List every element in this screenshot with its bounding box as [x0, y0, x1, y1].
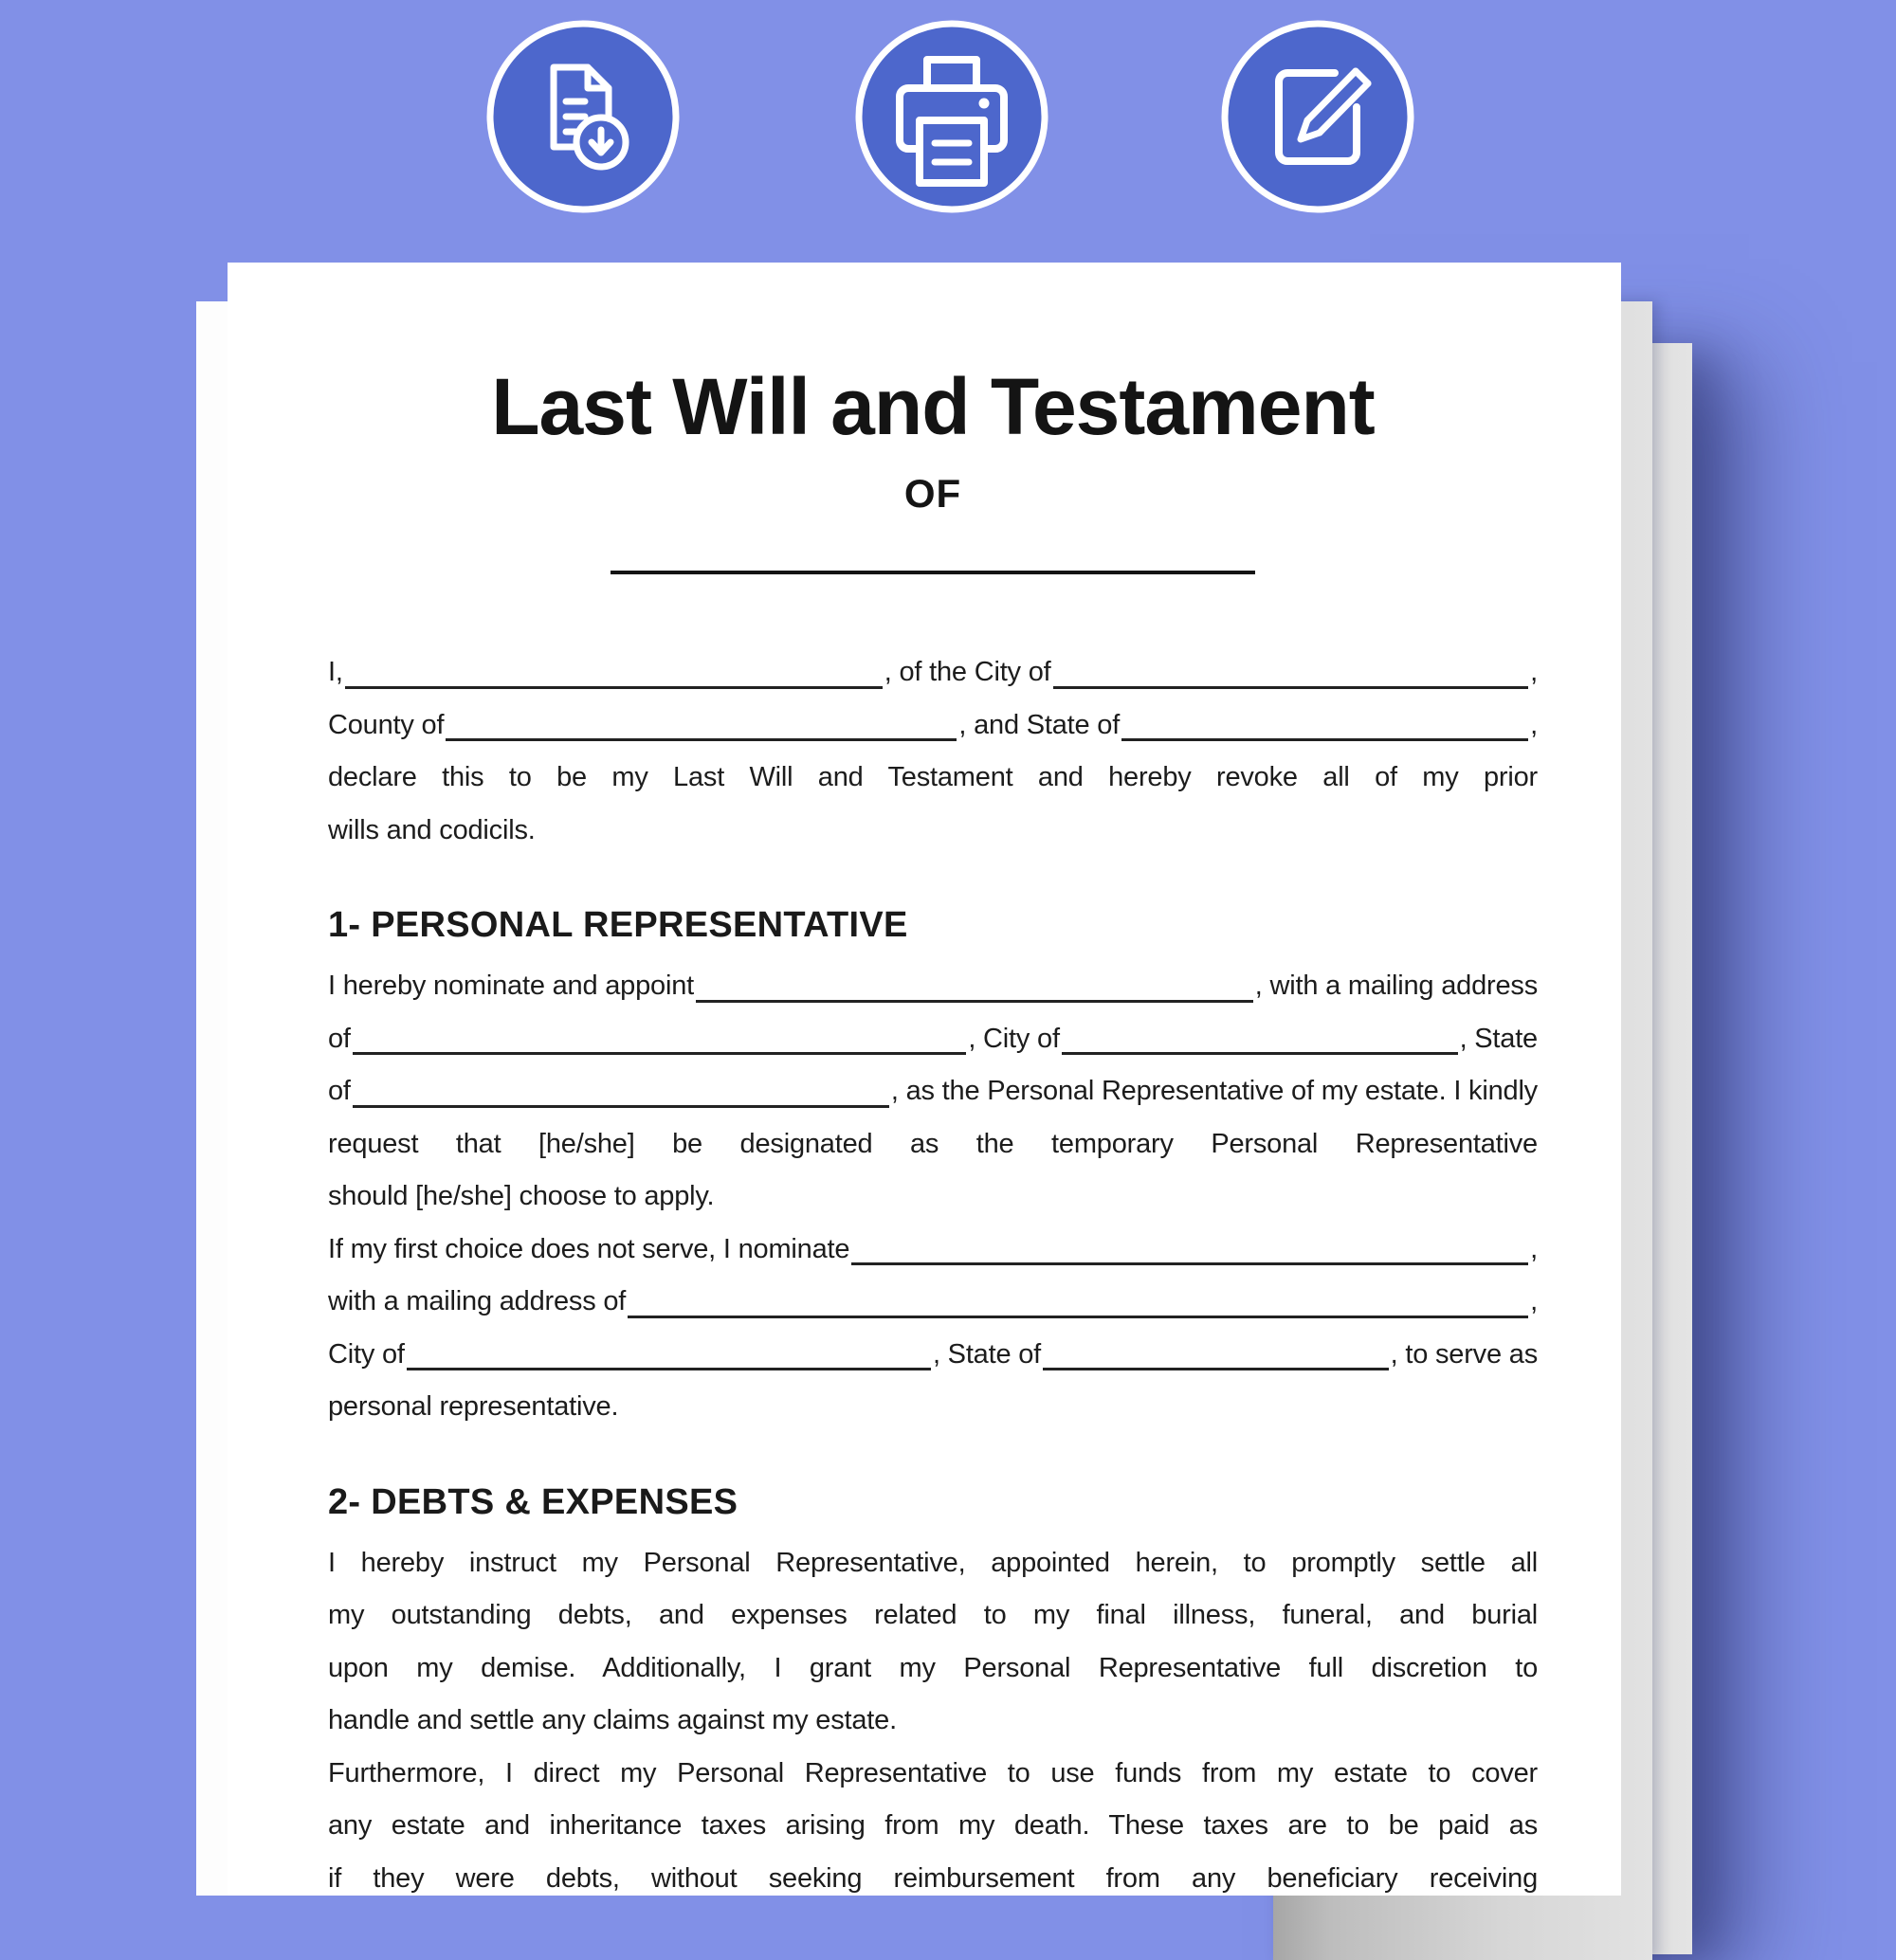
edit-button[interactable]: [1218, 17, 1417, 216]
line-text: I hereby nominate and appoint: [328, 971, 694, 1001]
document-line: my outstanding debts, and expenses related to my final illness, funeral, and burial: [328, 1600, 1538, 1630]
document-line: [328, 1276, 1538, 1329]
document-line: [328, 1065, 1538, 1118]
line-text: ,: [1530, 1233, 1538, 1264]
line-text: , City of: [968, 1023, 1060, 1054]
fill-in-blank: [345, 686, 883, 689]
document-subtitle-of: OF: [903, 471, 962, 516]
document-line: should [he/she] choose to apply.: [328, 1181, 715, 1211]
document-line: [328, 1224, 1538, 1277]
line-text: , of the City of: [884, 657, 1051, 687]
document-line: Furthermore, I direct my Personal Representative to use funds from my estate to cover: [328, 1757, 1538, 1788]
line-text: If my first choice does not serve, I nominate: [328, 1233, 850, 1264]
section-heading: 1- PERSONAL REPRESENTATIVE: [328, 905, 908, 945]
line-text: , as the Personal Representative of my estate. I kindly: [890, 1076, 1538, 1106]
line-text: I,: [328, 657, 343, 687]
document-line: [328, 960, 1538, 1013]
document-line: [328, 646, 1538, 699]
download-document-button[interactable]: [483, 17, 683, 216]
document-line: upon my demise. Additionally, I grant my Personal Representative full discretion to: [328, 1652, 1538, 1683]
fill-in-blank: [353, 1052, 967, 1055]
document-line: personal representative.: [328, 1391, 619, 1422]
download-document-icon: [483, 17, 683, 216]
fill-in-blank: [1062, 1052, 1458, 1055]
line-text: , and State of: [958, 709, 1121, 740]
document-paragraph: [328, 646, 1538, 857]
document-line: if they were debts, without seeking reimbursement from any beneficiary receiving: [328, 1862, 1538, 1894]
document-line: handle and settle any claims against my estate.: [328, 1705, 897, 1735]
document-line: I hereby instruct my Personal Representative, appointed herein, to promptly settle all: [328, 1547, 1538, 1578]
section-heading: 2- DEBTS & EXPENSES: [328, 1481, 738, 1522]
document-line: [328, 1329, 1538, 1382]
document-line: [328, 699, 1538, 753]
document-line: wills and codicils.: [328, 814, 536, 845]
fill-in-blank: [851, 1262, 1528, 1265]
print-button[interactable]: [852, 17, 1051, 216]
document-section: [328, 1483, 1538, 1906]
line-text: , State of: [932, 1338, 1042, 1370]
line-text: ,: [1530, 657, 1538, 687]
fill-in-blank: [1121, 738, 1528, 741]
line-text: with a mailing address of: [328, 1286, 627, 1316]
line-text: ,: [1530, 709, 1538, 740]
line-text: , State: [1459, 1023, 1538, 1054]
document-body: [328, 646, 1538, 1905]
fill-in-blank: [1043, 1368, 1389, 1370]
fill-in-blank: [696, 1000, 1253, 1003]
line-text: City of: [328, 1338, 405, 1370]
line-text: , to serve as: [1390, 1338, 1538, 1370]
document-section: [328, 906, 1538, 1434]
line-text: ,: [1530, 1286, 1538, 1316]
edit-icon: [1218, 17, 1417, 216]
document-line: any estate and inheritance taxes arising from my death. These taxes are to be paid as: [328, 1810, 1538, 1841]
document-line: declare this to be my Last Will and Testament and hereby revoke all of my prior: [328, 762, 1538, 792]
fill-in-blank: [407, 1368, 931, 1370]
line-text: of: [328, 1023, 351, 1054]
fill-in-blank: [628, 1316, 1528, 1318]
document-title: Last Will and Testament: [491, 362, 1375, 451]
name-blank-line: [611, 571, 1255, 574]
fill-in-blank: [446, 738, 957, 741]
document-line: [328, 1013, 1538, 1066]
fill-in-blank: [353, 1105, 889, 1108]
fill-in-blank: [1053, 686, 1529, 689]
line-text: County of: [328, 709, 445, 740]
will-document-page: [228, 263, 1621, 1896]
line-text: of: [328, 1076, 351, 1106]
printer-icon: [852, 17, 1051, 216]
line-text: , with a mailing address: [1254, 971, 1538, 1001]
document-line: request that [he/she] be designated as the temporary Personal Representative: [328, 1128, 1538, 1159]
